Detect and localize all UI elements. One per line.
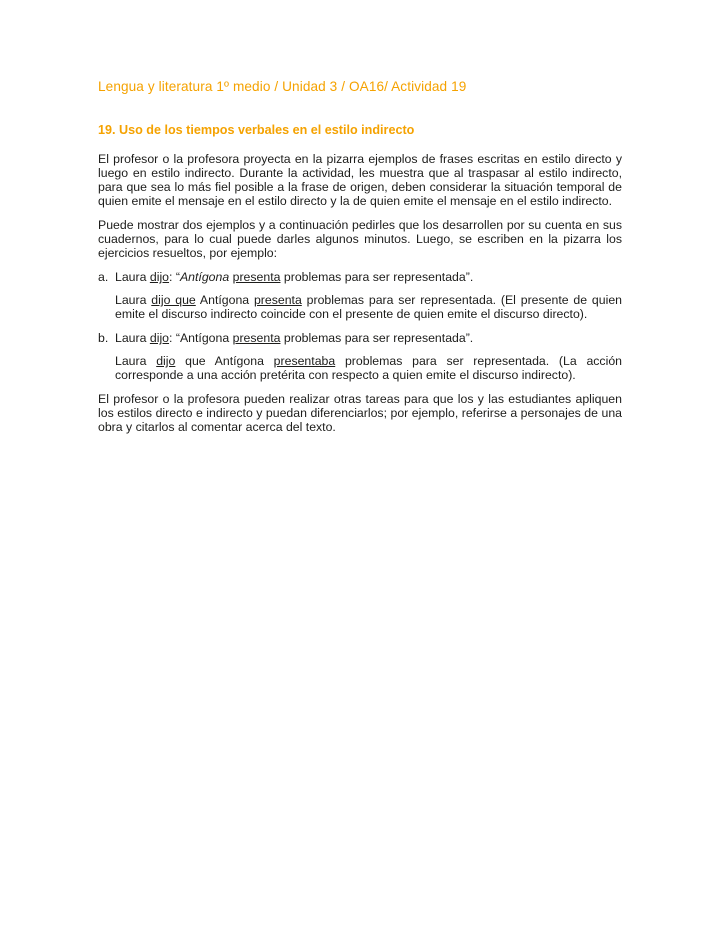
example-a-body xyxy=(115,270,622,331)
text-run: problemas para ser representada. (El presente de quien emite el discurso indirecto coincide con el presente de quien emite el discurso directo). xyxy=(115,293,622,321)
example-item-a xyxy=(98,270,622,331)
text-run: Antígona xyxy=(179,270,230,284)
text-run: presenta xyxy=(232,270,281,284)
breadcrumb: Lengua y literatura 1º medio / Unidad 3 / OA16/ Actividad 19 xyxy=(98,79,467,94)
example-a-answer xyxy=(115,293,622,321)
closing-paragraph: El profesor o la profesora pueden realizar otras tareas para que los y las estudiantes apliquen los estilos directo e indirecto y puedan diferenciarlos; por ejemplo, referirse a personajes de una obra y citarlos al comentar acerca del texto. xyxy=(98,392,622,434)
text-run: presenta xyxy=(253,293,302,307)
text-run: problemas para ser representada”. xyxy=(280,331,474,345)
text-run: : “Antígona xyxy=(169,331,233,345)
text-run: problemas para ser representada”. xyxy=(280,270,474,284)
intro-paragraph: El profesor o la profesora proyecta en la pizarra ejemplos de frases escritas en estilo directo y luego en estilo indirecto. Durante la actividad, les muestra que al traspasar al estilo indirecto, para que sea lo más fiel posible a la frase de origen, deben considerar la situación temporal de quien emite el mensaje en el estilo directo y la de quien emite el mensaje en el estilo indirecto. xyxy=(98,152,622,208)
example-b-body xyxy=(115,331,622,392)
text-run: : “ xyxy=(169,270,180,284)
text-run: dijo xyxy=(149,270,170,284)
text-run: dijo que xyxy=(151,293,196,307)
example-item-b xyxy=(98,331,622,392)
text-run: Antígona xyxy=(195,293,254,307)
text-run: presentaba xyxy=(273,354,336,368)
text-run: Laura xyxy=(115,293,152,307)
text-run: Laura xyxy=(115,331,150,345)
text-run: Laura xyxy=(115,270,150,284)
text-run: Laura xyxy=(115,354,157,368)
example-b-answer xyxy=(115,354,622,382)
text-run: dijo xyxy=(149,331,170,345)
example-b-quote xyxy=(115,331,622,345)
instructions-paragraph: Puede mostrar dos ejemplos y a continuación pedirles que los desarrollen por su cuenta en sus cuadernos, para lo cual puede darles algunos minutos. Luego, se escriben en la pizarra los ejercicios resueltos, por ejemplo: xyxy=(98,218,622,260)
text-run: problemas para ser representada. (La acción corresponde a una acción pretérita con respecto a quien emite el discurso indirecto). xyxy=(115,354,622,382)
text-run: presenta xyxy=(232,331,281,345)
activity-title: 19. Uso de los tiempos verbales en el estilo indirecto xyxy=(98,123,415,137)
example-a-quote xyxy=(115,270,622,284)
list-marker-b: b. xyxy=(98,331,109,345)
list-marker-a: a. xyxy=(98,270,109,284)
text-run: que Antígona xyxy=(175,354,274,368)
text-run: dijo xyxy=(156,354,176,368)
